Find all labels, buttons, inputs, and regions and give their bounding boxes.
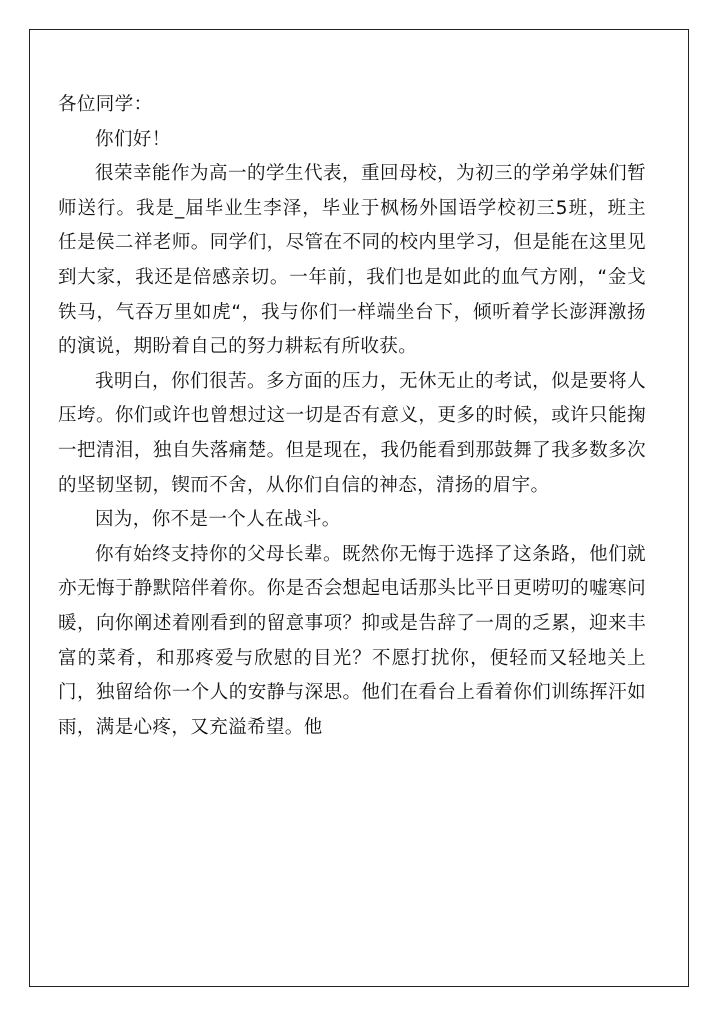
paragraph-parents: 你有始终支持你的父母长辈。既然你无悔于选择了这条路，他们就亦无悔于静默陪伴着你。你是否会想起电话那头比平日更唠叨的嘘寒问暖，向你阐述着刚看到的留意事项？抑或是告辞了一周的乏累，迎来丰富的菜肴，和那疼爱与欣慰的目光？不愿打扰你，便轻而又轻地关上门，独留给你一个人的安静与深思。他们在看台上看着你们训练挥汗如雨，满是心疼，又充溢希望。他 bbox=[58, 543, 646, 738]
paragraph-hardship: 我明白，你们很苦。多方面的压力，无休无止的考试，似是要将人压垮。你们或许也曾想过这一切是否有意义，更多的时候，或许只能掬一把清泪，独自失落痛楚。但是现在，我仍能看到那鼓舞了我多数多次的坚韧坚韧，锲而不舍，从你们自信的神态，清扬的眉宇。 bbox=[58, 370, 646, 496]
document-body bbox=[58, 88, 646, 745]
greeting: 你们好！ bbox=[95, 128, 171, 150]
salutation: 各位同学： bbox=[58, 94, 153, 115]
paragraph-not-alone: 因为，你不是一个人在战斗。 bbox=[95, 509, 341, 531]
paragraph-introduction: 很荣幸能作为高一的学生代表，重回母校，为初三的学弟学妹们暂师送行。我是_届毕业生李泽，毕业于枫杨外国语学校初三5班，班主任是侯二祥老师。同学们，尽管在不同的校内里学习，但是能在这里见到大家，我还是倍感亲切。一年前，我们也是如此的血气方刚，“金戈铁马，气吞万里如虎“，我与你们一样端坐台下，倾听着学长澎湃激扬的演说，期盼着自己的努力耕耘有所收获。 bbox=[58, 163, 646, 358]
